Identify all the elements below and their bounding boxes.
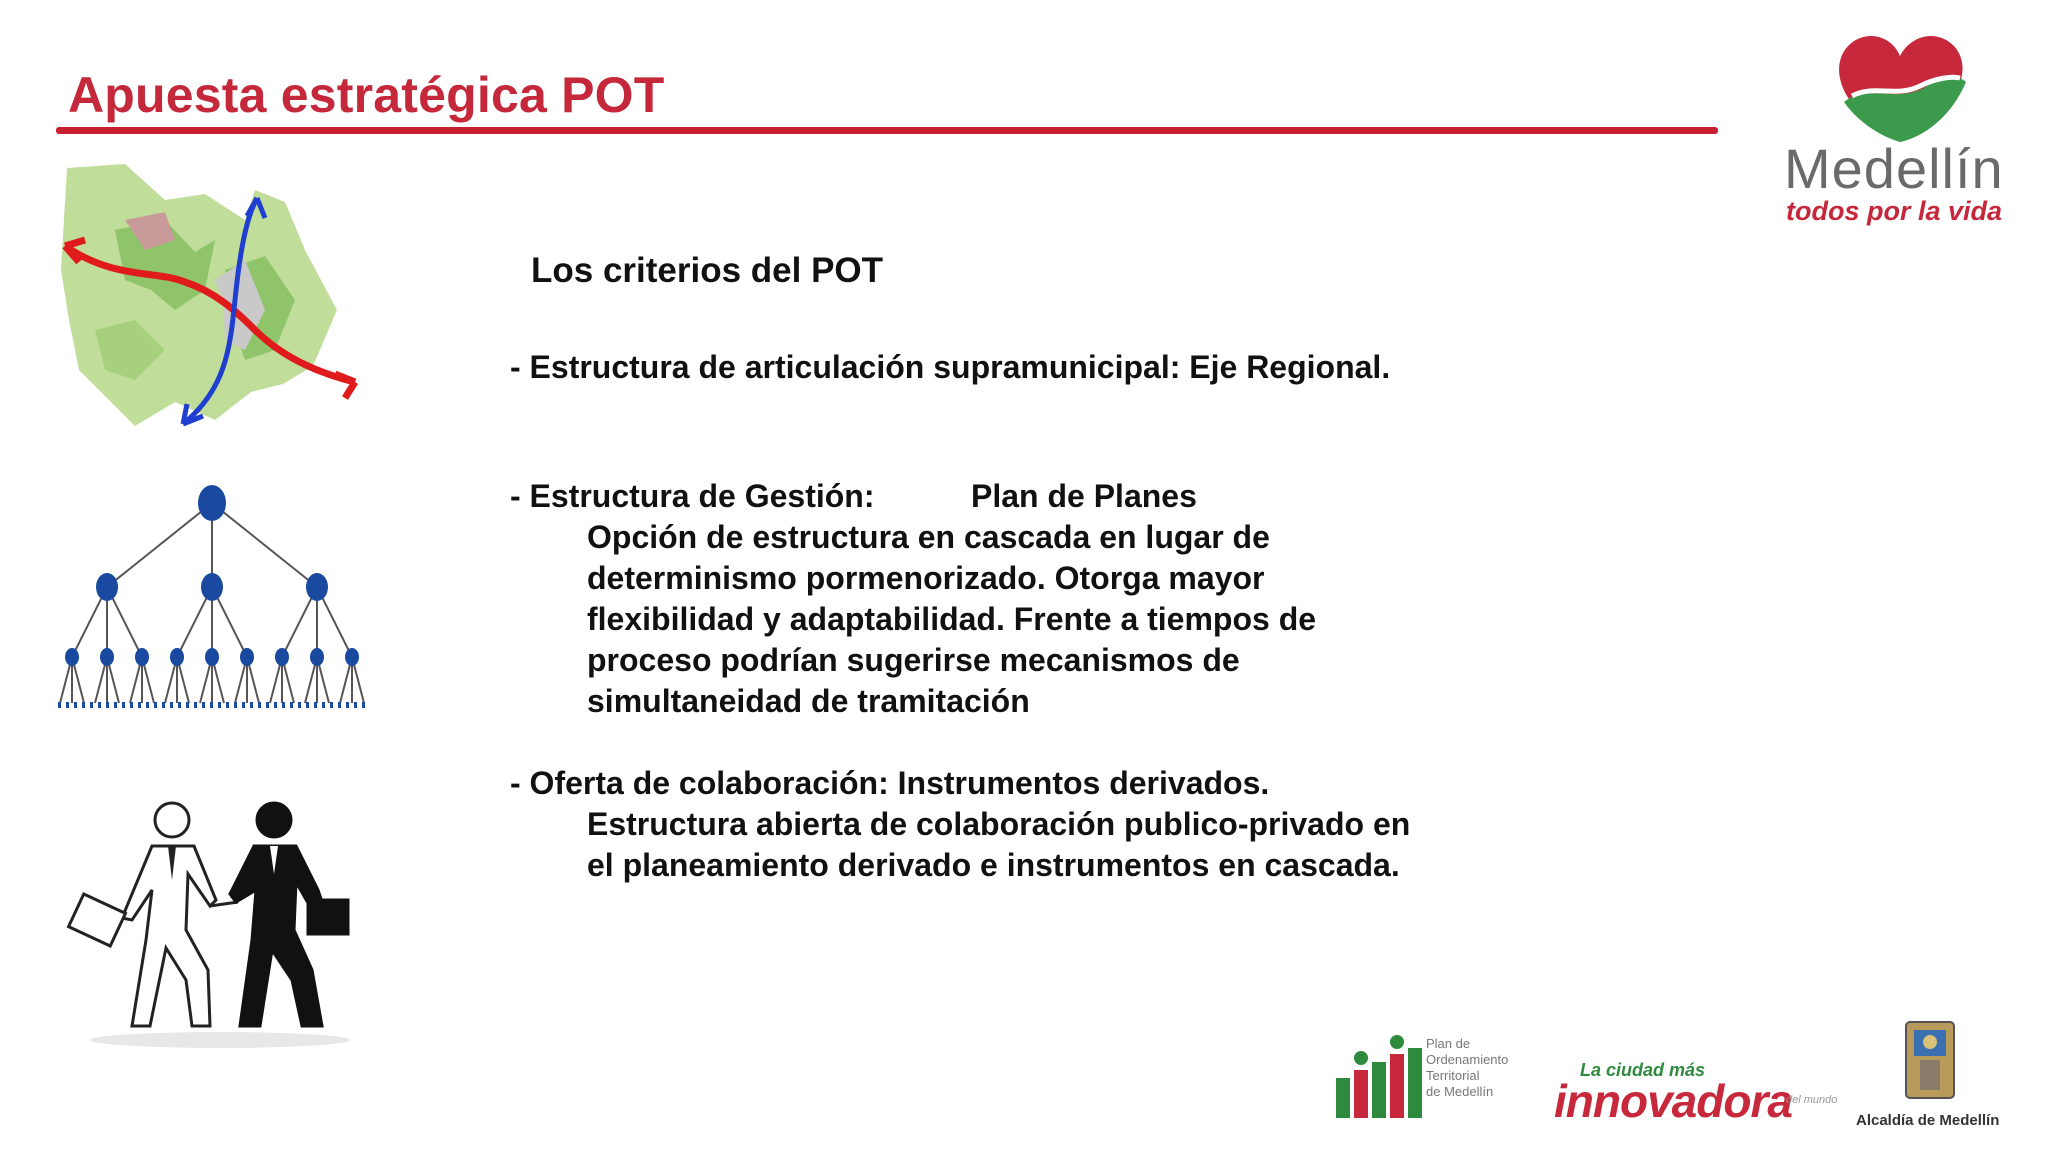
coat-of-arms-icon (1900, 1020, 1960, 1112)
handshake-icon (60, 790, 380, 1050)
pot-logo (1334, 1034, 1534, 1126)
slide-title: Apuesta estratégica POT (68, 67, 665, 123)
criterion-2-line: determinismo pormenorizado. Otorga mayor (587, 560, 1265, 596)
criterion-3-line: Estructura abierta de colaboración publico-privado en (587, 806, 1411, 842)
innovadora-top-text: La ciudad más (1580, 1060, 1706, 1080)
medellin-wordmark: Medellín (1784, 137, 2004, 200)
pot-logo-line: Plan de (1426, 1036, 1471, 1051)
innovadora-main-text: innovadora (1554, 1075, 1792, 1127)
pot-logo-text (1426, 1036, 1508, 1100)
innovadora-small-text: del mundo (1786, 1094, 1838, 1106)
criterion-2-line: flexibilidad y adaptabilidad. Frente a tiempos de (587, 601, 1317, 637)
criterion-3-lead: - Oferta de colaboración: Instrumentos derivados. (510, 765, 1270, 801)
alcaldia-text: Alcaldía de Medellín (1856, 1112, 2000, 1129)
criterion-2-line: proceso podrían sugerirse mecanismos de (587, 642, 1240, 678)
pot-logo-line: Territorial (1426, 1068, 1480, 1083)
pot-logo-line: Ordenamiento (1426, 1052, 1509, 1067)
alcaldia-logo (1850, 1020, 2010, 1132)
pot-people-icon (1334, 1034, 1430, 1126)
heart-logo-icon (1770, 30, 2030, 150)
title-divider (56, 127, 1718, 134)
medellin-tagline: todos por la vida (1786, 196, 2003, 226)
map-arrows-icon (55, 160, 375, 450)
criterion-1-lead: - Estructura de articulación supramunicipal: Eje Regional. (510, 349, 1391, 385)
criterion-2-lead: - Estructura de Gestión: (510, 478, 875, 514)
medellin-logo (1770, 30, 2030, 230)
criterion-2-line: simultaneidad de tramitación (587, 683, 1030, 719)
innovadora-logo (1554, 1060, 1839, 1130)
pot-logo-line: de Medellín (1426, 1084, 1494, 1099)
criterion-2-line: Opción de estructura en cascada en lugar de (587, 519, 1270, 555)
hierarchy-tree-icon (55, 475, 375, 715)
criterion-2-lead-extra: Plan de Planes (971, 478, 1197, 514)
content-heading: Los criterios del POT (531, 251, 884, 290)
criterion-3-line: el planeamiento derivado e instrumentos en cascada. (587, 847, 1400, 883)
